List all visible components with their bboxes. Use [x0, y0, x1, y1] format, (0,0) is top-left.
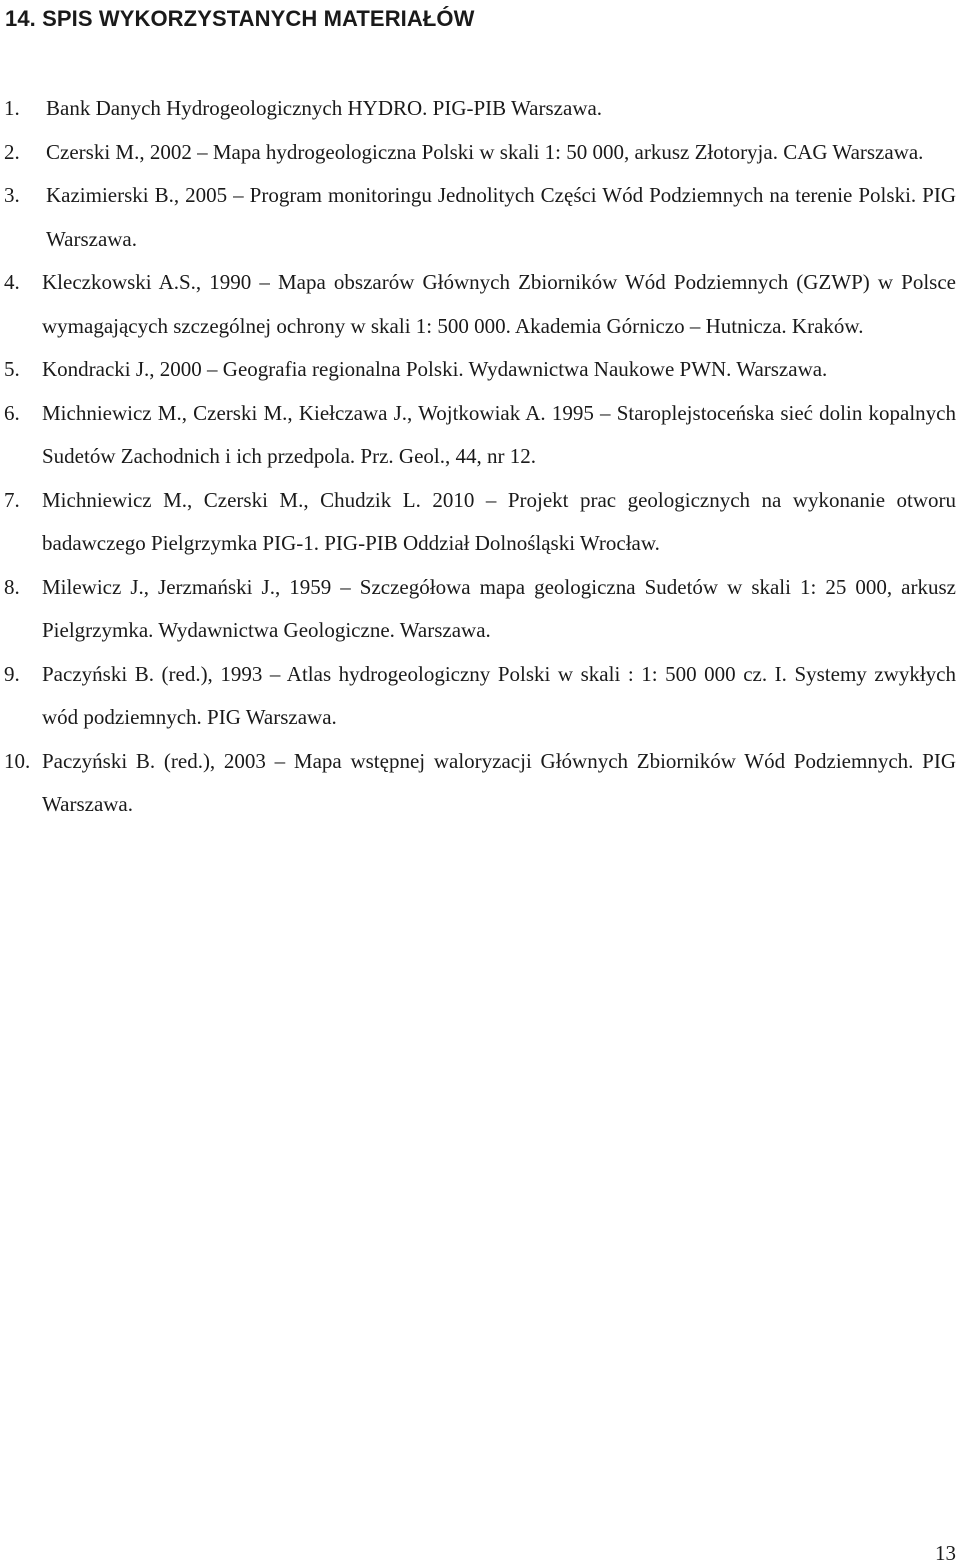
reference-number: 3. — [4, 183, 20, 207]
reference-number: 10. — [4, 748, 31, 773]
reference-text: Paczyński B. (red.), 2003 – Mapa wstępnej waloryzacji Głównych Zbiorników Wód Podziemnych. PIG Warszawa. — [42, 748, 956, 816]
reference-item — [0, 653, 956, 740]
reference-text: Kleczkowski A.S., 1990 – Mapa obszarów Głównych Zbiorników Wód Podziemnych (GZWP) w Polsce wymagających szczególnej ochrony w skali 1: 500 000. Akademia Górniczo – Hutnicza. Kraków. — [42, 270, 956, 338]
reference-item — [0, 740, 956, 827]
reference-number: 4. — [4, 270, 20, 294]
reference-text: Kazimierski B., 2005 – Program monitoringu Jednolitych Części Wód Podziemnych na terenie Polski. PIG Warszawa. — [46, 183, 956, 251]
reference-item — [0, 174, 956, 261]
reference-text: Michniewicz M., Czerski M., Chudzik L. 2010 – Projekt prac geologicznych na wykonanie otworu badawczego Pielgrzymka PIG-1. PIG-PIB Oddział Dolnośląski Wrocław. — [42, 487, 956, 555]
reference-item — [0, 348, 956, 392]
reference-number: 2. — [4, 139, 20, 164]
reference-number: 7. — [4, 487, 20, 512]
reference-text: Bank Danych Hydrogeologicznych HYDRO. PIG-PIB Warszawa. — [46, 96, 603, 120]
reference-item — [0, 566, 956, 653]
reference-number: 9. — [4, 661, 20, 686]
reference-item — [0, 261, 956, 348]
reference-item — [0, 131, 956, 175]
reference-number: 6. — [4, 400, 20, 425]
section-heading: 14. SPIS WYKORZYSTANYCH MATERIAŁÓW — [5, 6, 475, 31]
reference-text: Paczyński B. (red.), 1993 – Atlas hydrogeologiczny Polski w skali : 1: 500 000 cz. I. Systemy zwykłych wód podziemnych. PIG Warszawa. — [42, 661, 956, 729]
reference-list — [0, 87, 956, 827]
reference-number: 5. — [4, 357, 20, 381]
reference-text: Kondracki J., 2000 – Geografia regionalna Polski. Wydawnictwa Naukowe PWN. Warszawa. — [42, 357, 828, 381]
reference-item — [0, 479, 956, 566]
reference-text: Milewicz J., Jerzmański J., 1959 – Szczegółowa mapa geologiczna Sudetów w skali 1: 25 000, arkusz Pielgrzymka. Wydawnictwa Geologiczne. Warszawa. — [42, 574, 956, 642]
reference-text: Michniewicz M., Czerski M., Kiełczawa J., Wojtkowiak A. 1995 – Staroplejstoceńska sieć dolin kopalnych Sudetów Zachodnich i ich przedpola. Prz. Geol., 44, nr 12. — [42, 400, 956, 468]
reference-item — [0, 392, 956, 479]
reference-number: 1. — [4, 96, 20, 120]
page-number: 13 — [935, 1541, 956, 1565]
reference-text: Czerski M., 2002 – Mapa hydrogeologiczna Polski w skali 1: 50 000, arkusz Złotoryja. CAG Warszawa. — [46, 139, 924, 164]
reference-item — [0, 87, 956, 131]
reference-number: 8. — [4, 574, 20, 599]
